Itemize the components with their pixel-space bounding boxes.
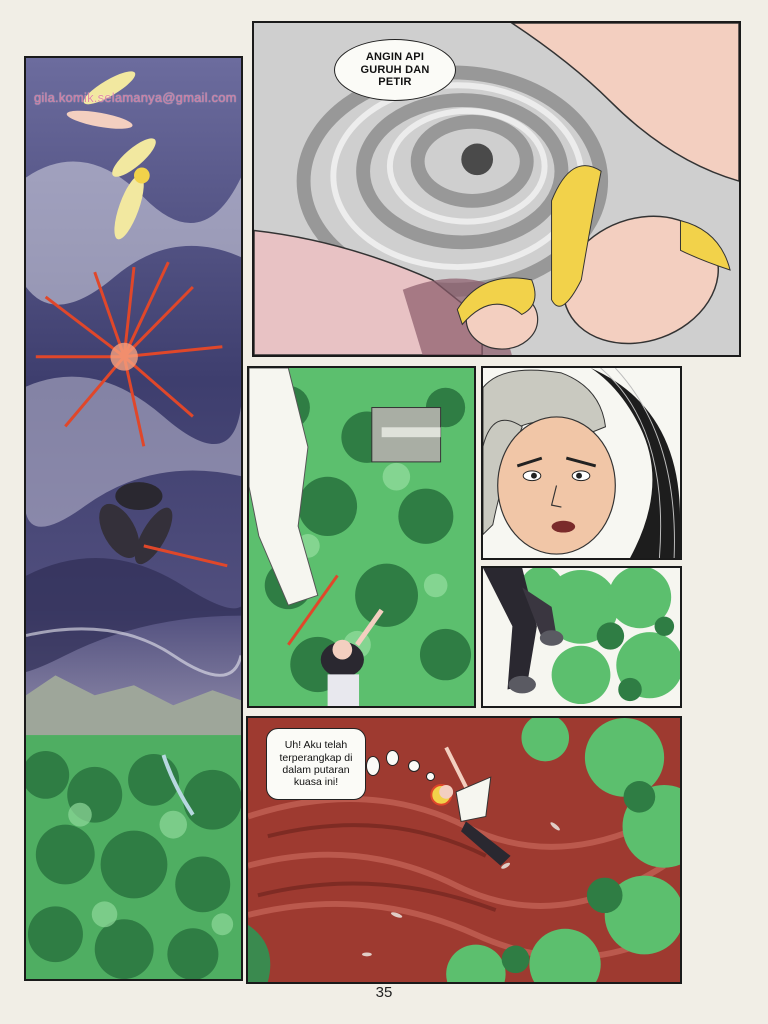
forest-canopy [26,751,241,979]
panel-falling-leg [481,566,682,708]
speech-bubble-incantation [334,39,456,101]
panel-storm-left [24,56,243,981]
page-number: 35 [375,984,393,1001]
speech-bubble-trapped [266,728,366,800]
thought-bubble-dot-1 [366,756,380,776]
thought-bubble-dot-3 [408,760,420,772]
panel-forest-fall [247,366,476,708]
hero-face-illustration [483,368,680,558]
speech-text-trapped: Uh! Aku telah terperangkap di dalam putaran kuasa ini! [279,739,353,789]
panel-storm-vortex [252,21,741,357]
falling-leg-illustration [483,568,680,706]
panel-hero-face [481,366,682,560]
vortex-illustration [254,23,739,355]
thought-bubble-dot-2 [386,750,399,766]
watermark-text: gila.komik.selamanya@gmail.com [34,90,237,105]
storm-sky-illustration [26,58,241,979]
panel-whirlwind [246,716,682,984]
speech-text-incantation: ANGIN API GURUH DAN PETIR [360,50,430,89]
thought-bubble-dot-4 [426,772,435,781]
forest-fall-illustration [249,368,474,706]
